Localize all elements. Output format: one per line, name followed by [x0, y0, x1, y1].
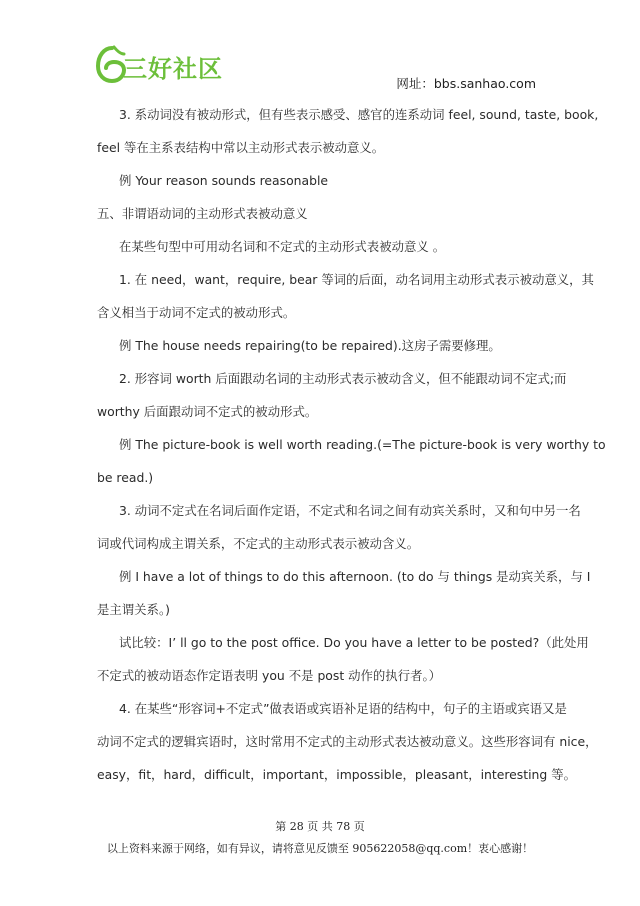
document-body [97, 98, 606, 791]
paragraph-line: 是主谓关系。) [97, 602, 170, 617]
paragraph-line: 3. 动词不定式在名词后面作定语，不定式和名词之间有动宾关系时，又和句中另一名 [119, 503, 581, 518]
paragraph-line: worthy 后面跟动词不定式的被动形式。 [97, 404, 318, 419]
paragraph-line: 例 The house needs repairing(to be repaired).这房子需要修理。 [119, 338, 501, 353]
paragraph-line: 例 The picture-book is well worth reading.(=The picture-book is very worthy to [119, 437, 606, 452]
paragraph-line: 词或代词构成主谓关系，不定式的主动形式表示被动含义。 [97, 536, 420, 551]
paragraph-line: 例 Your reason sounds reasonable [119, 173, 329, 188]
paragraph-line: feel 等在主系表结构中常以主动形式表示被动意义。 [97, 140, 385, 155]
paragraph-line: 例 I have a lot of things to do this afternoon. (to do 与 things 是动宾关系，与 I [119, 569, 591, 584]
logo-text: 三好社区 [123, 55, 223, 83]
paragraph-line: be read.) [97, 470, 154, 485]
paragraph-line: 2. 形容词 worth 后面跟动名词的主动形式表示被动含义，但不能跟动词不定式;而 [119, 371, 567, 386]
footer-note: 以上资料来源于网络，如有异议，请将意见反馈至 905622058@qq.com！衷心感谢！ [106, 842, 534, 855]
page-number: 第 28 页 共 78 页 [275, 820, 365, 833]
paragraph-line: 试比较：I’ ll go to the post office. Do you have a letter to be posted?（此处用 [119, 635, 589, 650]
site-url: 网址：bbs.sanhao.com [396, 76, 536, 91]
paragraph-line: 4. 在某些“形容词+不定式”做表语或宾语补足语的结构中，句子的主语或宾语又是 [119, 701, 567, 716]
paragraph-line: easy，fit，hard，difficult，important，impossible，pleasant，interesting 等。 [97, 767, 576, 782]
paragraph-line: 含义相当于动词不定式的被动形式。 [97, 305, 296, 320]
section-heading: 五、非谓语动词的主动形式表被动意义 [97, 206, 308, 221]
paragraph-line: 1. 在 need，want，require, bear 等词的后面，动名词用主动形式表示被动意义，其 [119, 272, 594, 287]
paragraph-line: 在某些句型中可用动名词和不定式的主动形式表被动意义 。 [119, 239, 446, 254]
paragraph-line: 动词不定式的逻辑宾语时，这时常用不定式的主动形式表达被动意义。这些形容词有 nice， [97, 734, 598, 749]
paragraph-line: 3. 系动词没有被动形式，但有些表示感受、感官的连系动词 feel, sound, taste, book, [119, 107, 599, 122]
paragraph-line: 不定式的被动语态作定语表明 you 不是 post 动作的执行者。） [97, 668, 442, 683]
